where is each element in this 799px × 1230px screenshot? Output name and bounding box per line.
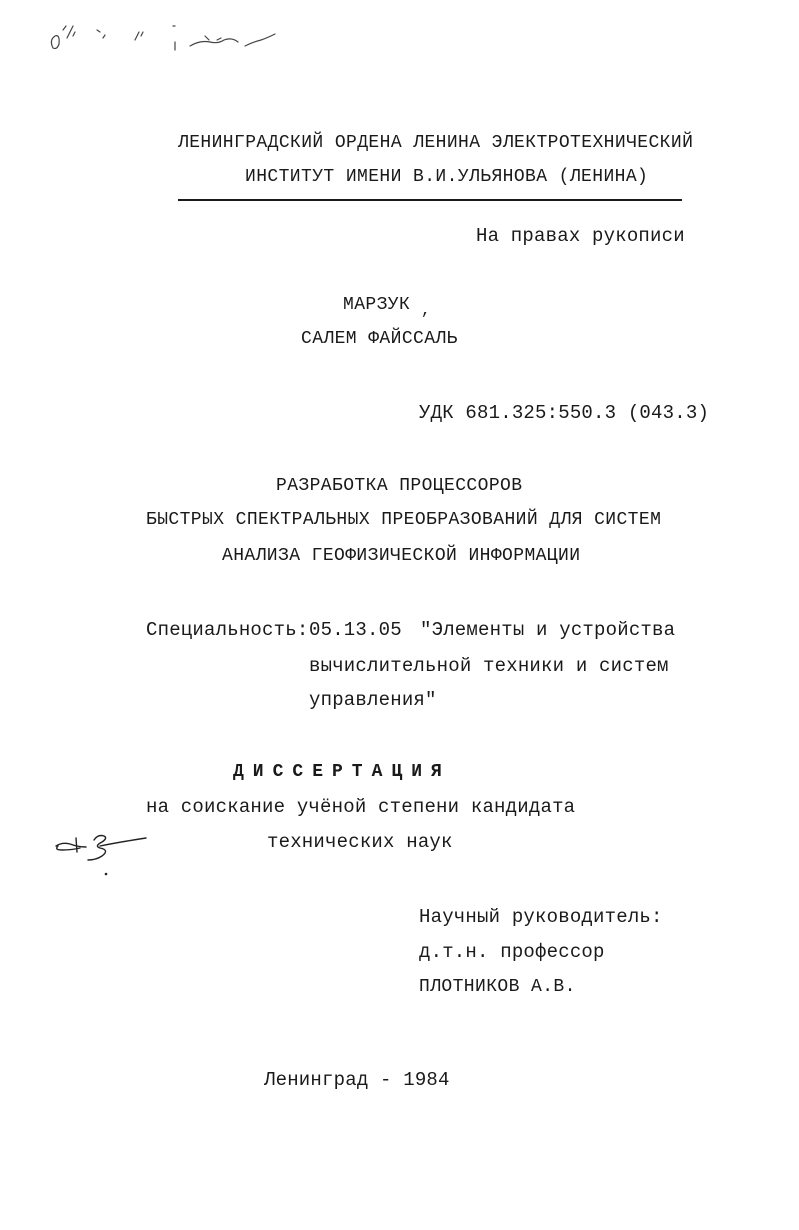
dissertation-line-2: технических наук [267, 831, 453, 853]
author-surname: МАРЗУК [343, 295, 411, 315]
supervisor-label: Научный руководитель: [419, 906, 663, 928]
title-line-1: РАЗРАБОТКА ПРОЦЕССОРОВ [276, 476, 523, 496]
institution-line-1: ЛЕНИНГРАДСКИЙ ОРДЕНА ЛЕНИНА ЭЛЕКТРОТЕХНИЧЕСКИЙ [178, 133, 694, 153]
supervisor-degree: д.т.н. профессор [419, 941, 605, 963]
supervisor-name: ПЛОТНИКОВ А.В. [419, 977, 576, 997]
signature-icon [50, 830, 160, 880]
specialty-code: 05.13.05 [309, 619, 402, 641]
rights-note: На правах рукописи [476, 225, 685, 247]
institution-line-2: ИНСТИТУТ ИМЕНИ В.И.УЛЬЯНОВА (ЛЕНИНА) [245, 167, 649, 187]
author-comma: , [421, 301, 431, 319]
title-line-2: БЫСТРЫХ СПЕКТРАЛЬНЫХ ПРЕОБРАЗОВАНИЙ ДЛЯ СИСТЕМ [146, 510, 662, 530]
specialty-label: Специальность: [146, 619, 309, 641]
dissertation-heading: ДИССЕРТАЦИЯ [233, 762, 451, 782]
udc-code: УДК 681.325:550.3 (043.3) [419, 402, 710, 424]
title-line-3: АНАЛИЗА ГЕОФИЗИЧЕСКОЙ ИНФОРМАЦИИ [222, 546, 581, 566]
city-year: Ленинград - 1984 [264, 1069, 450, 1091]
handwritten-note-icon [45, 18, 285, 63]
signature-dot [105, 873, 108, 876]
specialty-name-line-1: "Элементы и устройства [420, 619, 676, 641]
dissertation-line-1: на соискание учёной степени кандидата [146, 796, 576, 818]
specialty-name-line-3: управления" [309, 689, 437, 711]
header-underline [178, 199, 682, 201]
author-given-names: САЛЕМ ФАЙССАЛЬ [301, 329, 458, 349]
specialty-name-line-2: вычислительной техники и систем [309, 655, 669, 677]
